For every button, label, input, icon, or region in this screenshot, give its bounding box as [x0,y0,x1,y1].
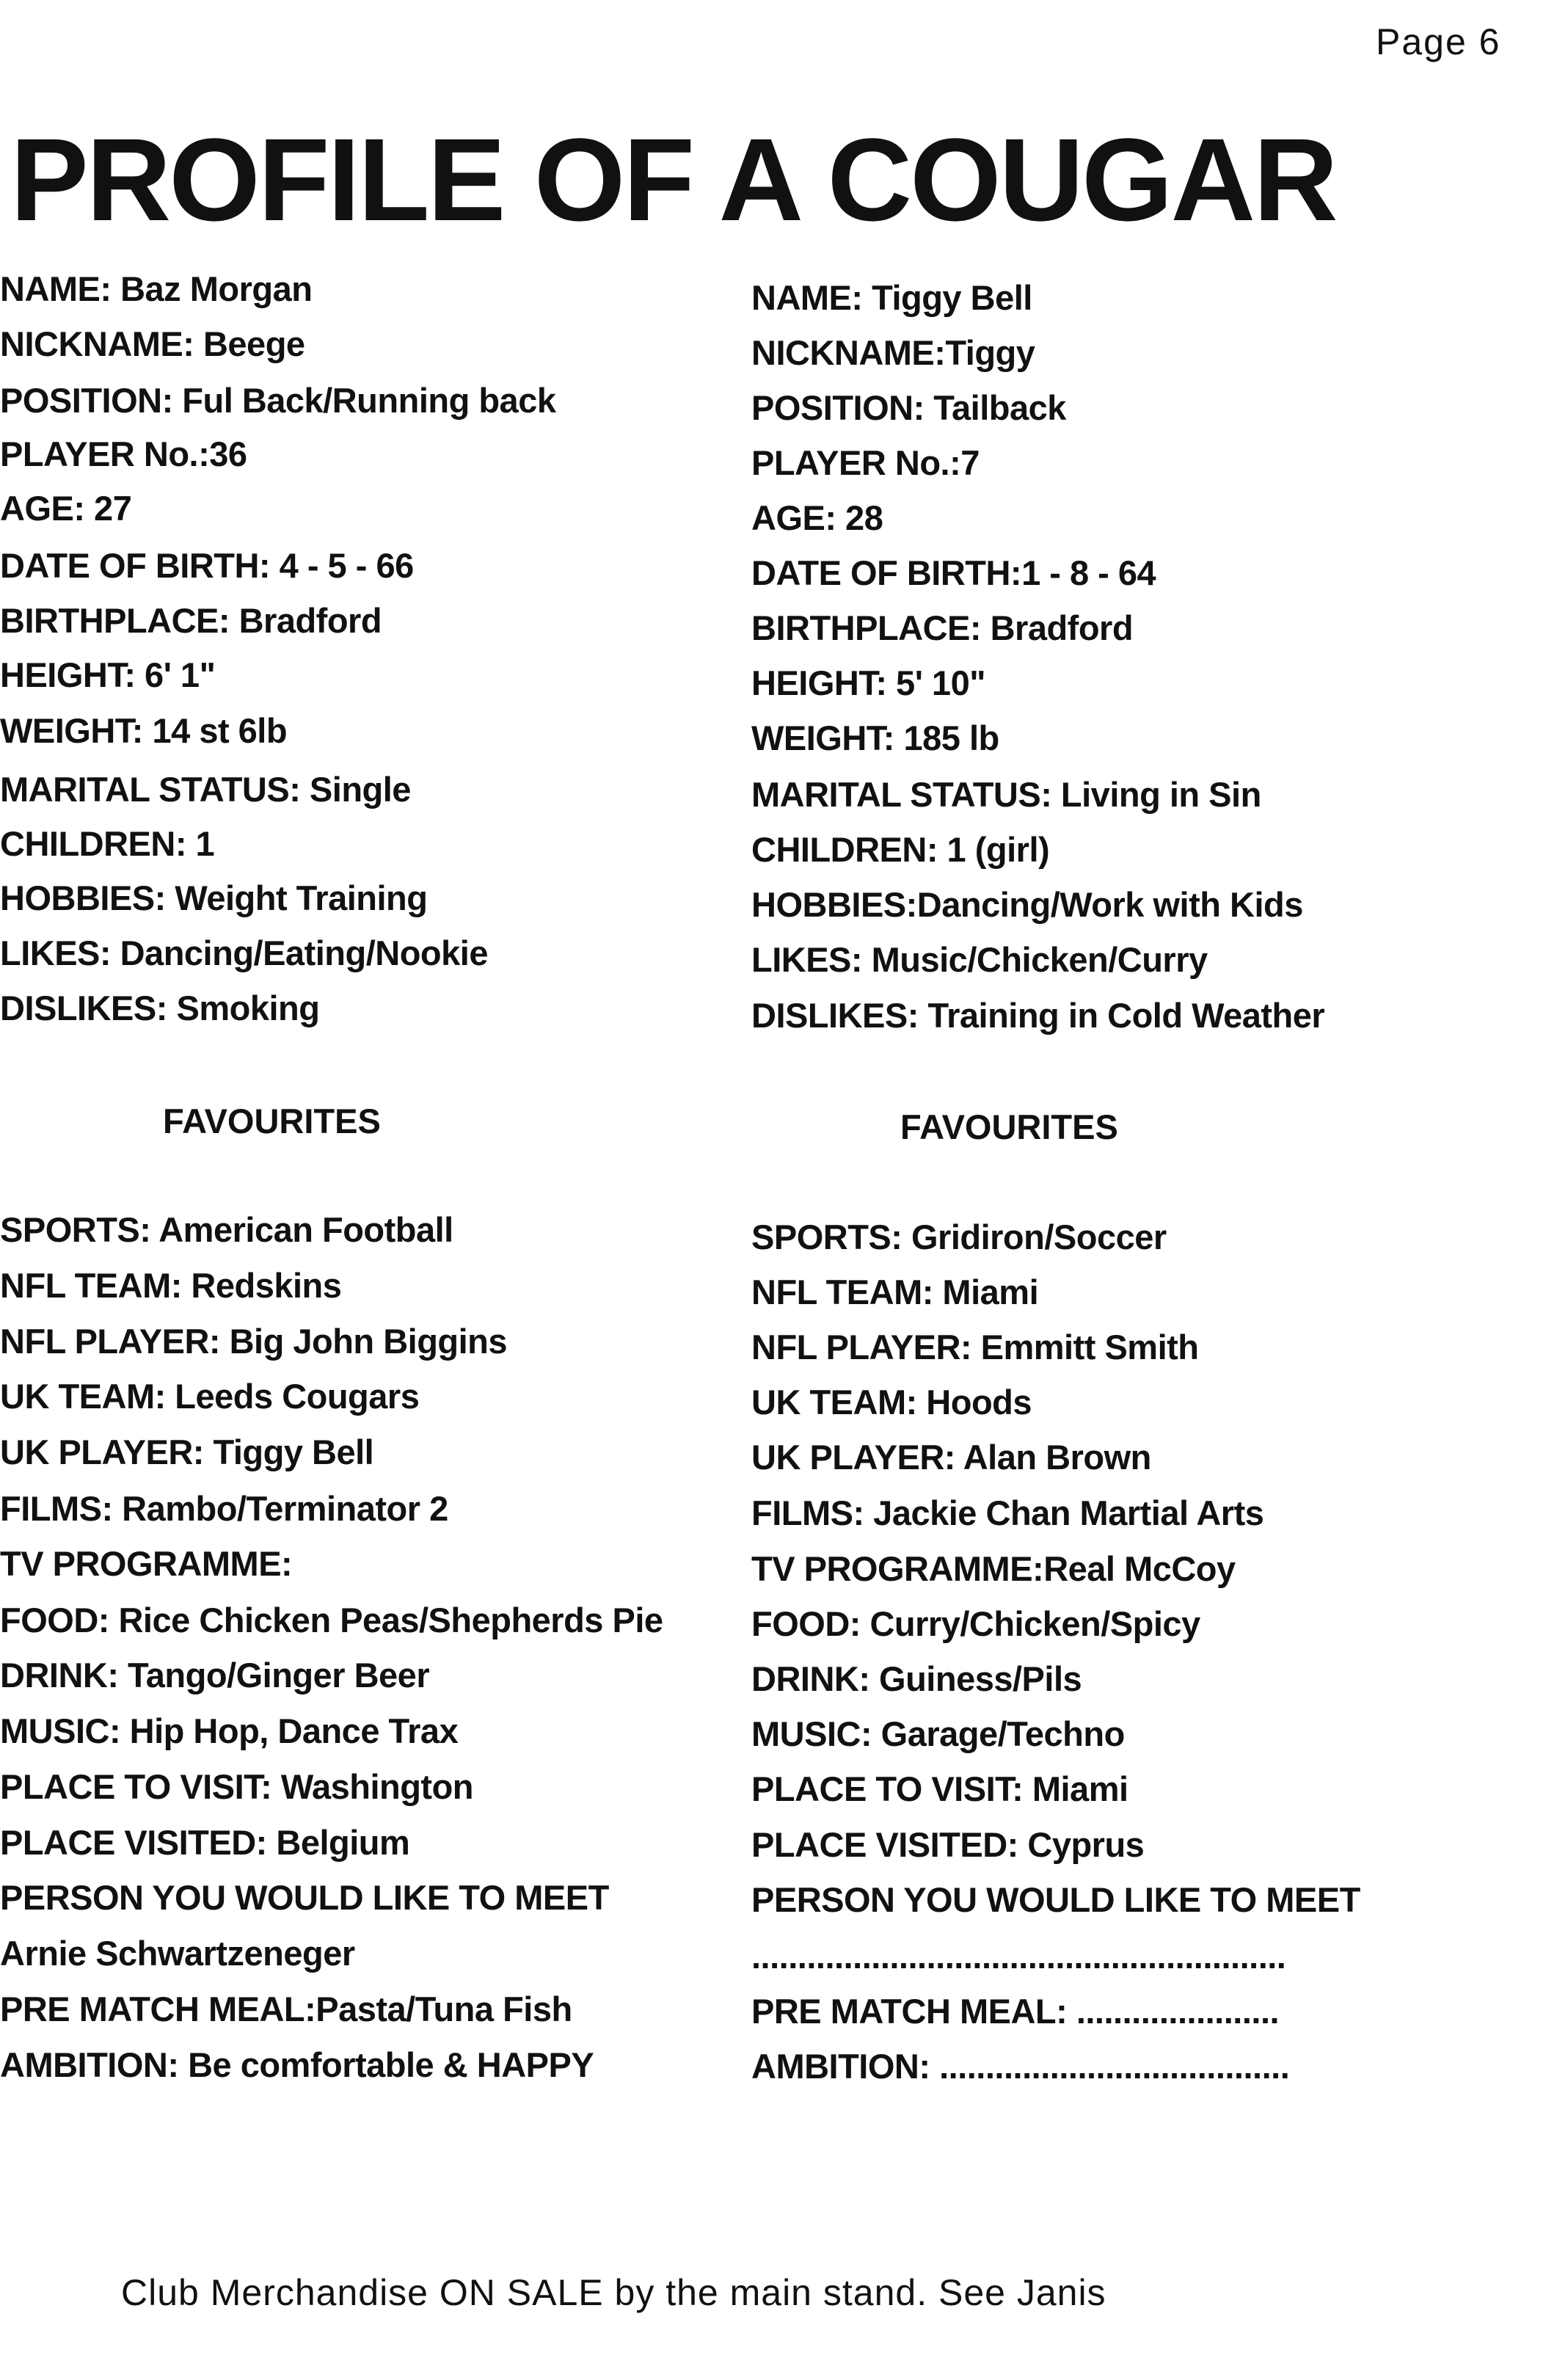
detail-likes: LIKES: Music/Chicken/Curry [751,940,1208,979]
fav-drink: DRINK: Guiness/Pils [751,1659,1082,1698]
fav-films: FILMS: Rambo/Terminator 2 [0,1489,448,1528]
fav-uk-team: UK TEAM: Leeds Cougars [0,1377,420,1416]
page-title: PROFILE OF A COUGAR [10,114,1336,245]
detail-children: CHILDREN: 1 (girl) [751,830,1050,869]
detail-hobbies: HOBBIES:Dancing/Work with Kids [751,885,1303,924]
detail-weight: WEIGHT: 14 st 6lb [0,711,288,750]
fav-tv-programme: TV PROGRAMME:Real McCoy [751,1549,1236,1588]
detail-position: POSITION: Ful Back/Running back [0,381,556,420]
detail-birthplace: BIRTHPLACE: Bradford [0,601,382,640]
detail-player-no: PLAYER No.:7 [751,443,980,482]
detail-player-no: PLAYER No.:36 [0,434,247,473]
fav-person-to-meet-label: PERSON YOU WOULD LIKE TO MEET [0,1878,609,1917]
detail-children: CHILDREN: 1 [0,824,215,863]
fav-person-to-meet: Arnie Schwartzeneger [0,1934,355,1973]
fav-sports: SPORTS: American Football [0,1210,453,1249]
fav-nfl-player: NFL PLAYER: Big John Biggins [0,1322,508,1361]
footer-note: Club Merchandise ON SALE by the main stand. See Janis [121,2272,1106,2313]
fav-music: MUSIC: Garage/Techno [751,1714,1125,1753]
detail-age: AGE: 27 [0,489,132,528]
fav-place-to-visit: PLACE TO VISIT: Washington [0,1767,473,1806]
fav-place-to-visit: PLACE TO VISIT: Miami [751,1769,1128,1808]
fav-drink: DRINK: Tango/Ginger Beer [0,1656,430,1695]
fav-nfl-player: NFL PLAYER: Emmitt Smith [751,1328,1199,1366]
detail-date-of-birth: DATE OF BIRTH: 4 - 5 - 66 [0,546,414,585]
detail-marital-status: MARITAL STATUS: Single [0,770,411,809]
fav-nfl-team: NFL TEAM: Redskins [0,1266,342,1305]
detail-height: HEIGHT: 6' 1" [0,655,216,694]
detail-nickname: NICKNAME:Tiggy [751,333,1035,372]
fav-food: FOOD: Rice Chicken Peas/Shepherds Pie [0,1601,663,1639]
fav-uk-team: UK TEAM: Hoods [751,1383,1032,1422]
detail-dislikes: DISLIKES: Smoking [0,989,320,1027]
detail-dislikes: DISLIKES: Training in Cold Weather [751,996,1325,1035]
fav-place-visited: PLACE VISITED: Belgium [0,1823,410,1862]
detail-birthplace: BIRTHPLACE: Bradford [751,608,1134,647]
fav-nfl-team: NFL TEAM: Miami [751,1273,1039,1311]
fav-uk-player: UK PLAYER: Tiggy Bell [0,1433,374,1471]
fav-food: FOOD: Curry/Chicken/Spicy [751,1604,1200,1643]
detail-age: AGE: 28 [751,498,883,537]
detail-height: HEIGHT: 5' 10" [751,663,985,702]
detail-date-of-birth: DATE OF BIRTH:1 - 8 - 64 [751,553,1156,592]
detail-weight: WEIGHT: 185 lb [751,718,999,757]
fav-music: MUSIC: Hip Hop, Dance Trax [0,1711,459,1750]
favourites-heading: FAVOURITES [900,1107,1118,1146]
fav-person-to-meet: .......................................................... [751,1937,1286,1976]
fav-pre-match-meal: PRE MATCH MEAL: ...................... [751,1992,1280,2031]
detail-likes: LIKES: Dancing/Eating/Nookie [0,933,488,972]
fav-ambition: AMBITION: Be comfortable & HAPPY [0,2045,594,2084]
detail-position: POSITION: Tailback [751,388,1066,427]
fav-uk-player: UK PLAYER: Alan Brown [751,1438,1151,1477]
favourites-heading: FAVOURITES [163,1102,381,1140]
detail-nickname: NICKNAME: Beege [0,324,305,363]
page-number: Page 6 [1376,21,1501,62]
detail-name: NAME: Tiggy Bell [751,278,1032,317]
fav-sports: SPORTS: Gridiron/Soccer [751,1217,1167,1256]
fav-pre-match-meal: PRE MATCH MEAL:Pasta/Tuna Fish [0,1990,572,2028]
fav-person-to-meet-label: PERSON YOU WOULD LIKE TO MEET [751,1880,1360,1919]
detail-marital-status: MARITAL STATUS: Living in Sin [751,775,1261,814]
fav-place-visited: PLACE VISITED: Cyprus [751,1825,1145,1864]
detail-name: NAME: Baz Morgan [0,269,313,308]
fav-films: FILMS: Jackie Chan Martial Arts [751,1493,1264,1532]
detail-hobbies: HOBBIES: Weight Training [0,878,428,917]
fav-ambition: AMBITION: ...................................... [751,2047,1290,2086]
fav-tv-programme: TV PROGRAMME: [0,1544,293,1583]
